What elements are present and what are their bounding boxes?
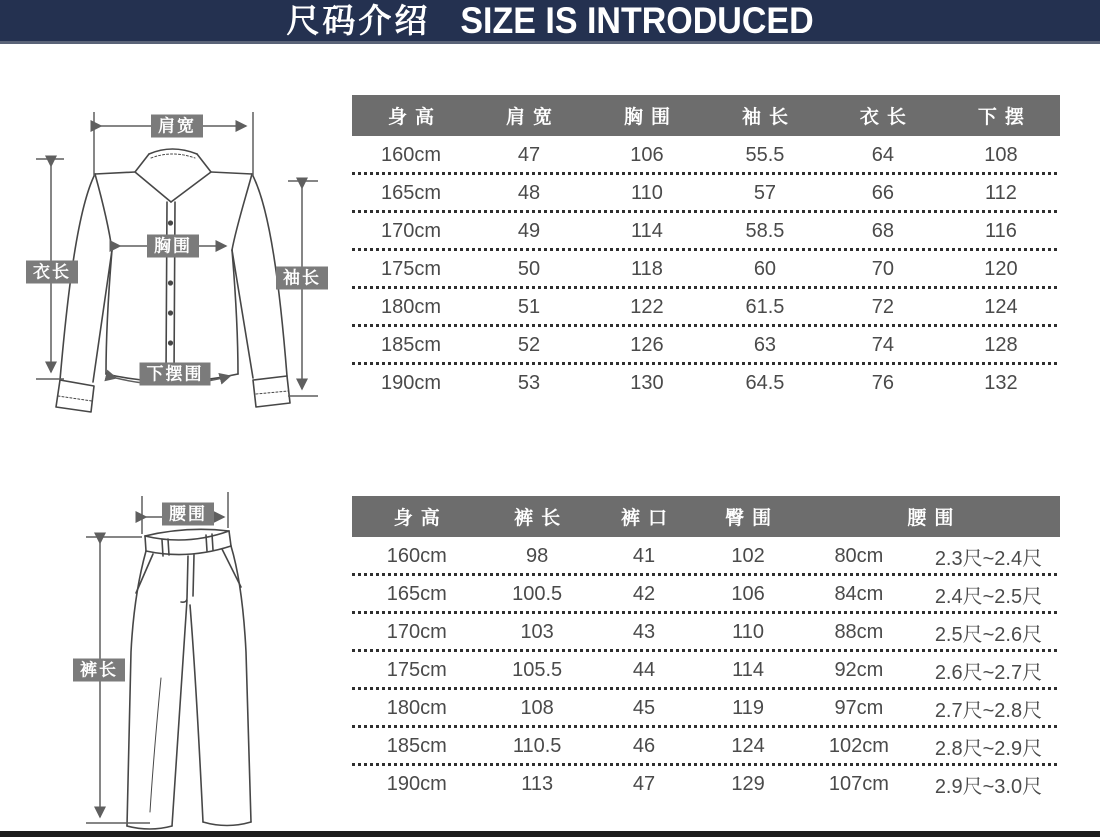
table-cell: 180cm	[386, 696, 447, 719]
column-header-leg-opening: 裤口	[621, 508, 676, 529]
table-cell: 41	[632, 544, 656, 567]
chest-girth-label: 胸围	[147, 235, 199, 258]
table-cell: 61.5	[745, 295, 785, 318]
table-row	[352, 689, 1060, 727]
table-cell: 88cm	[834, 620, 884, 643]
pants-table-body	[352, 537, 1060, 803]
table-cell: 110.5	[512, 734, 562, 757]
table-cell: 64	[871, 143, 895, 166]
column-header-height: 身高	[387, 107, 442, 128]
table-cell: 106	[731, 582, 765, 605]
table-cell: 165cm	[386, 582, 447, 605]
table-row	[352, 136, 1060, 174]
table-cell: 74	[871, 333, 895, 356]
table-cell: 132	[984, 371, 1018, 394]
table-cell: 105.5	[512, 658, 563, 681]
table-cell: 118	[631, 257, 663, 280]
table-cell: 60	[753, 257, 777, 280]
page-banner	[0, 0, 1100, 44]
table-cell: 185cm	[386, 734, 447, 757]
table-cell: 51	[517, 295, 541, 318]
sleeve-length-label: 袖长	[276, 267, 328, 290]
table-row	[352, 575, 1060, 613]
table-cell: 113	[521, 772, 554, 795]
table-cell: 55.5	[745, 143, 785, 166]
waist-girth-label: 腰围	[162, 503, 214, 526]
table-cell: 108	[520, 696, 554, 719]
table-cell: 70	[871, 257, 895, 280]
table-cell: 68	[871, 219, 895, 242]
table-row	[352, 212, 1060, 250]
table-cell: 84cm	[834, 582, 884, 605]
table-cell: 120	[984, 257, 1018, 280]
table-cell: 165cm	[380, 181, 441, 204]
table-cell: 2.8尺~2.9尺	[934, 737, 1043, 760]
table-cell: 72	[871, 295, 895, 318]
table-row	[352, 765, 1060, 803]
table-cell: 114	[631, 219, 663, 242]
table-row	[352, 174, 1060, 212]
table-cell: 48	[517, 181, 541, 204]
table-cell: 170cm	[380, 219, 441, 242]
table-cell: 76	[871, 371, 895, 394]
table-row	[352, 613, 1060, 651]
table-cell: 119	[732, 696, 765, 719]
table-cell: 122	[630, 295, 664, 318]
table-cell: 190cm	[386, 772, 447, 795]
table-cell: 129	[731, 772, 765, 795]
table-cell: 47	[632, 772, 656, 795]
table-cell: 106	[630, 143, 664, 166]
table-row	[352, 651, 1060, 689]
table-cell: 160cm	[380, 143, 441, 166]
table-cell: 2.6尺~2.7尺	[934, 661, 1043, 684]
footer-bar	[0, 831, 1100, 837]
table-cell: 185cm	[380, 333, 441, 356]
table-cell: 2.9尺~3.0尺	[934, 775, 1043, 798]
table-cell: 100.5	[512, 582, 563, 605]
table-cell: 160cm	[386, 544, 447, 567]
table-cell: 46	[632, 734, 656, 757]
table-cell: 180cm	[380, 295, 441, 318]
table-cell: 110	[732, 620, 765, 643]
table-cell: 2.4尺~2.5尺	[934, 585, 1043, 608]
table-cell: 52	[517, 333, 541, 356]
column-header-pants-length: 裤长	[514, 508, 569, 529]
shirt-table-body	[352, 136, 1060, 402]
table-cell: 45	[632, 696, 656, 719]
column-header-chest: 胸围	[623, 107, 678, 128]
table-cell: 2.3尺~2.4尺	[934, 547, 1043, 570]
table-cell: 114	[732, 658, 765, 681]
table-row	[352, 288, 1060, 326]
table-cell: 50	[517, 257, 541, 280]
table-cell: 102cm	[828, 734, 889, 757]
table-cell: 66	[871, 181, 895, 204]
table-cell: 175cm	[386, 658, 447, 681]
table-row	[352, 364, 1060, 402]
column-header-sleeve: 袖长	[741, 107, 796, 128]
table-cell: 128	[984, 333, 1018, 356]
table-cell: 112	[984, 181, 1017, 204]
table-cell: 170cm	[386, 620, 447, 643]
pants-table-header	[352, 496, 1060, 537]
table-cell: 98	[526, 544, 549, 567]
table-row	[352, 727, 1060, 765]
column-header-waist: 腰围	[907, 508, 962, 529]
table-cell: 2.5尺~2.6尺	[934, 623, 1043, 646]
table-row	[352, 537, 1060, 575]
table-cell: 130	[630, 371, 664, 394]
table-cell: 57	[753, 181, 777, 204]
table-cell: 175cm	[380, 257, 441, 280]
table-cell: 124	[731, 734, 765, 757]
table-cell: 124	[984, 295, 1018, 318]
table-cell: 63	[753, 333, 777, 356]
shirt-size-table	[352, 95, 1060, 402]
shoulder-width-label: 肩宽	[151, 115, 203, 138]
table-row	[352, 326, 1060, 364]
garment-length-label: 衣长	[26, 261, 78, 284]
table-cell: 92cm	[834, 658, 884, 681]
column-header-height: 身高	[393, 508, 448, 529]
table-cell: 47	[517, 143, 541, 166]
table-cell: 43	[632, 620, 656, 643]
column-header-hem: 下摆	[977, 107, 1032, 128]
table-cell: 53	[517, 371, 541, 394]
column-header-shoulder: 肩宽	[505, 107, 560, 128]
table-cell: 80cm	[834, 544, 884, 567]
table-cell: 110	[631, 181, 663, 204]
pants-length-label: 裤长	[73, 659, 125, 682]
table-cell: 64.5	[745, 371, 785, 394]
column-header-length: 衣长	[859, 107, 914, 128]
banner-title-english: SIZE IS INTRODUCED	[460, 0, 814, 42]
pants-size-table	[352, 496, 1060, 803]
table-cell: 102	[731, 544, 765, 567]
shirt-table-header	[352, 95, 1060, 136]
table-cell: 107cm	[828, 772, 889, 795]
table-cell: 108	[984, 143, 1018, 166]
table-cell: 97cm	[834, 696, 884, 719]
table-cell: 42	[632, 582, 656, 605]
banner-title-chinese: 尺码介绍	[286, 2, 431, 39]
table-cell: 58.5	[745, 219, 785, 242]
table-cell: 190cm	[380, 371, 441, 394]
table-cell: 126	[630, 333, 664, 356]
pants-measurement-diagram	[0, 460, 340, 837]
table-cell: 116	[984, 219, 1017, 242]
table-cell: 44	[632, 658, 656, 681]
shirt-measurement-diagram	[0, 58, 340, 440]
table-cell: 103	[520, 620, 554, 643]
table-row	[352, 250, 1060, 288]
table-cell: 2.7尺~2.8尺	[934, 699, 1043, 722]
column-header-hip: 臀围	[725, 508, 780, 529]
hem-girth-label: 下摆围	[140, 363, 211, 386]
table-cell: 49	[517, 219, 541, 242]
